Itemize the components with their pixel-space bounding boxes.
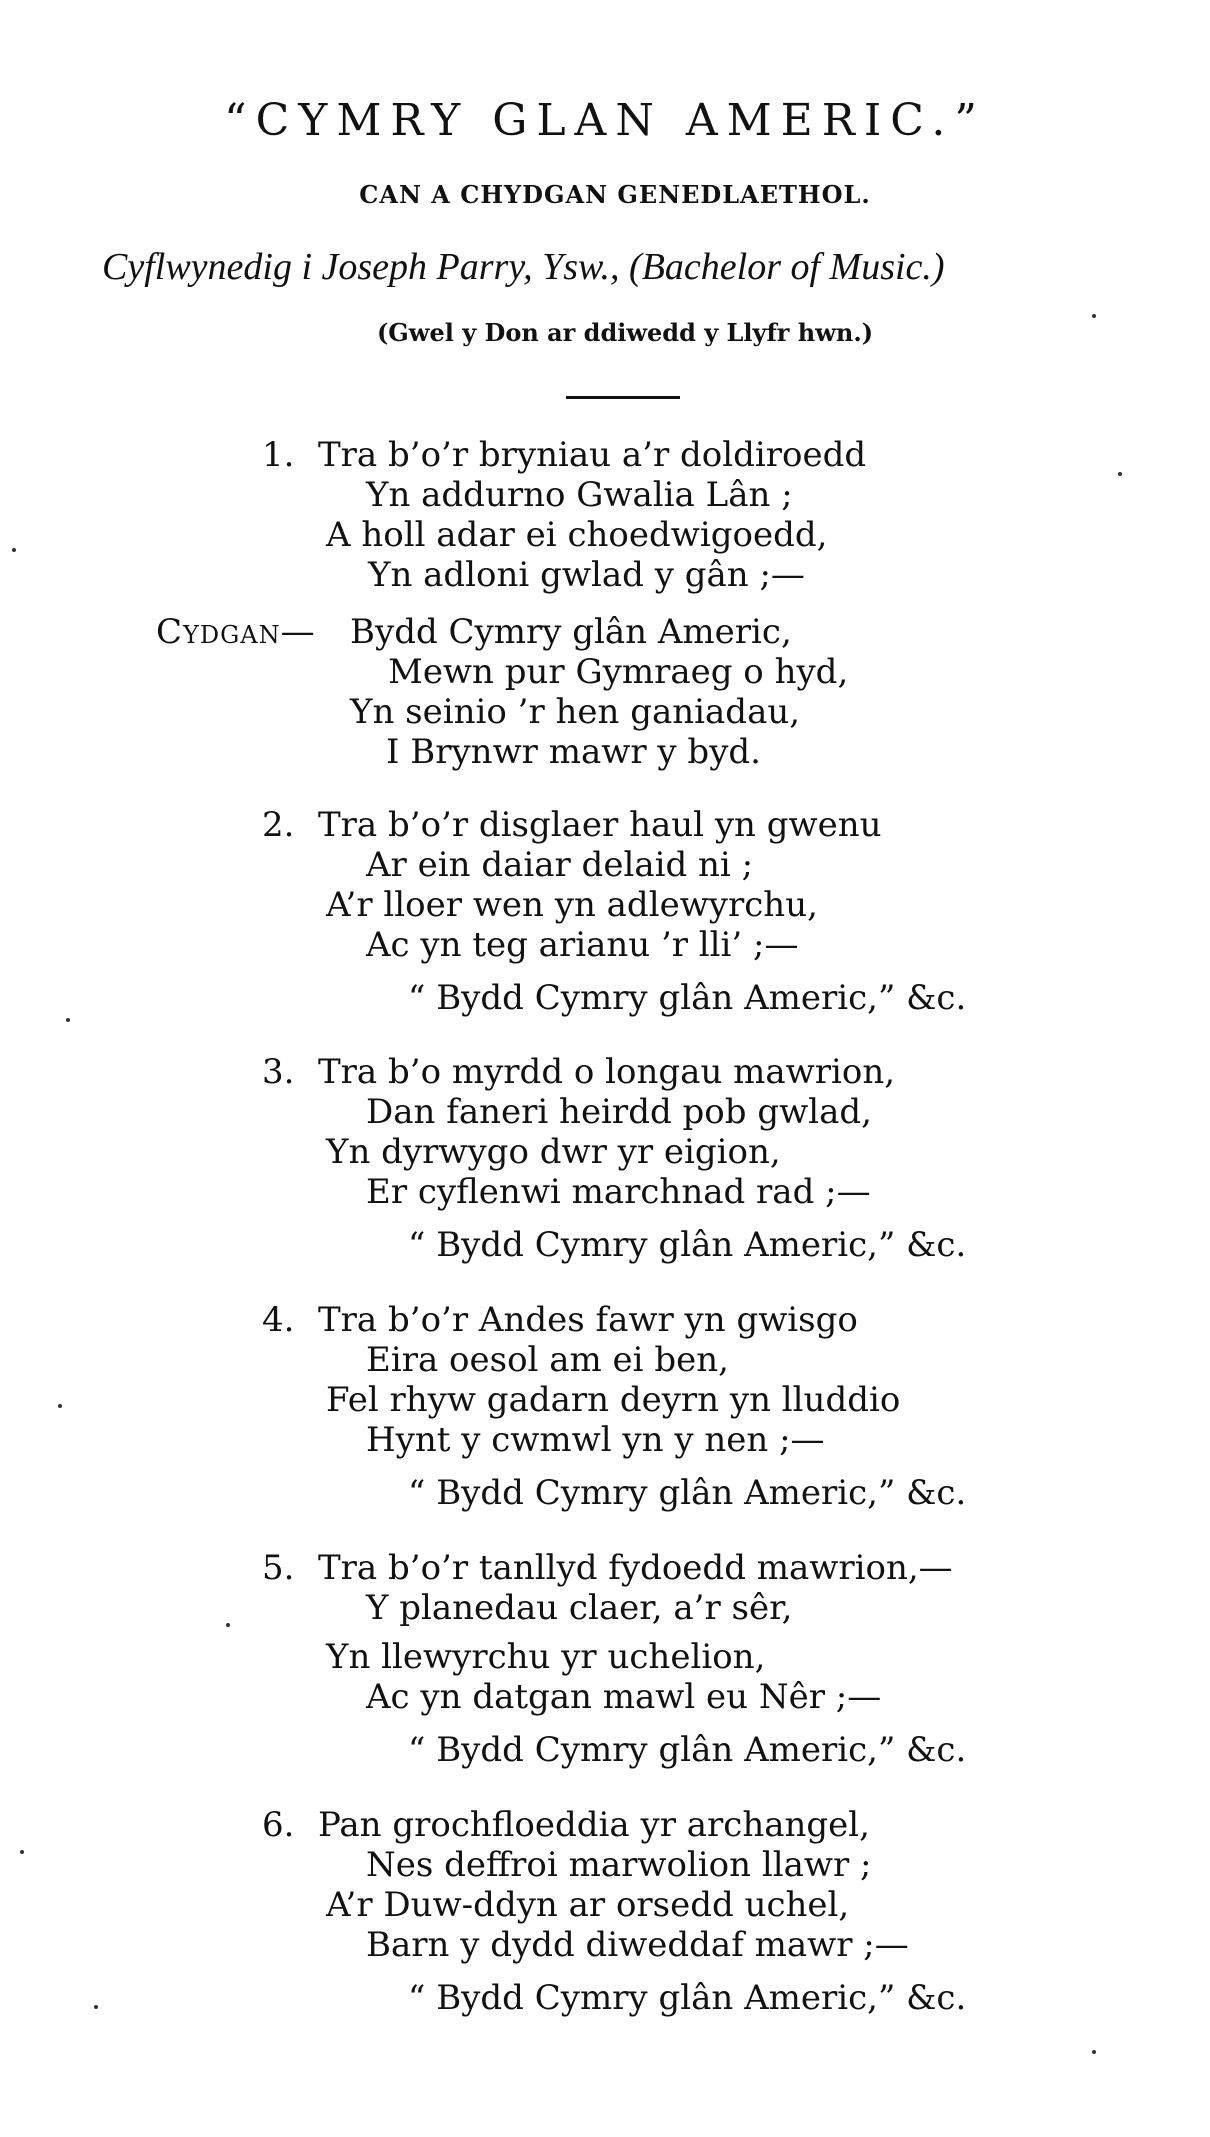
verse-1-line-1: Tra b’o’r bryniau a’r doldiroedd — [318, 435, 867, 475]
verse-6-line-3: A’r Duw-ddyn ar orsedd uchel, — [326, 1885, 850, 1925]
verse-3-line-2: Dan faneri heirdd pob gwlad, — [366, 1092, 872, 1132]
verse-1-line-4: Yn adloni gwlad y gân ;— — [368, 555, 805, 595]
verse-2-line-2: Ar ein daiar delaid ni ; — [366, 845, 754, 885]
scan-speck — [58, 1404, 62, 1408]
verse-6-refrain: “ Bydd Cymry glân Americ,” &c. — [408, 1978, 967, 2018]
verse-3-line-1: Tra b’o myrdd o longau mawrion, — [318, 1052, 896, 1092]
verse-3-number: 3. — [262, 1052, 295, 1092]
chorus-line-4: I Brynwr mawr y byd. — [386, 732, 761, 772]
scan-speck — [20, 1850, 24, 1854]
verse-5-line-4: Ac yn datgan mawl eu Nêr ;— — [366, 1677, 882, 1717]
verse-3-refrain: “ Bydd Cymry glân Americ,” &c. — [408, 1225, 967, 1265]
verse-5-number: 5. — [262, 1548, 295, 1588]
scan-speck — [1118, 472, 1122, 476]
verse-2-line-3: A’r lloer wen yn adlewyrchu, — [326, 885, 818, 925]
chorus-line-1: Bydd Cymry glân Americ, — [350, 612, 792, 652]
song-subtitle: CAN A CHYDGAN GENEDLAETHOL. — [359, 180, 871, 209]
verse-2-number: 2. — [262, 805, 295, 845]
verse-5-refrain: “ Bydd Cymry glân Americ,” &c. — [408, 1730, 967, 1770]
verse-4-number: 4. — [262, 1300, 295, 1340]
verse-2-line-4: Ac yn teg arianu ’r lli’ ;— — [366, 925, 799, 965]
verse-4-line-1: Tra b’o’r Andes fawr yn gwisgo — [318, 1300, 858, 1340]
verse-5-line-2: Y planedau claer, a’r sêr, — [366, 1588, 793, 1628]
verse-2-refrain: “ Bydd Cymry glân Americ,” &c. — [408, 978, 967, 1018]
scan-speck — [1092, 2050, 1096, 2054]
verse-4-refrain: “ Bydd Cymry glân Americ,” &c. — [408, 1473, 967, 1513]
verse-6-line-1: Pan grochfloeddia yr archangel, — [318, 1805, 870, 1845]
verse-2-line-1: Tra b’o’r disglaer haul yn gwenu — [318, 805, 882, 845]
verse-6-line-2: Nes deffroi marwolion llawr ; — [366, 1845, 872, 1885]
song-title: “CYMRY GLAN AMERIC.” — [224, 95, 986, 146]
verse-3-line-4: Er cyflenwi marchnad rad ;— — [366, 1172, 871, 1212]
verse-6-line-4: Barn y dydd diweddaf mawr ;— — [366, 1925, 909, 1965]
verse-6-number: 6. — [262, 1805, 295, 1845]
verse-1-line-2: Yn addurno Gwalia Lân ; — [366, 475, 793, 515]
verse-4-line-3: Fel rhyw gadarn deyrn yn lluddio — [326, 1380, 901, 1420]
chorus-line-3: Yn seinio ’r hen ganiadau, — [350, 692, 801, 732]
chorus-label: Cydgan— — [156, 612, 316, 652]
scan-speck — [1092, 314, 1096, 318]
scan-speck — [94, 2005, 98, 2009]
verse-1-number: 1. — [262, 435, 295, 475]
divider-rule — [566, 396, 680, 399]
verse-5-line-1: Tra b’o’r tanllyd fydoedd mawrion,— — [318, 1548, 953, 1588]
tune-note: (Gwel y Don ar ddiwedd y Llyfr hwn.) — [376, 318, 874, 347]
dedication: Cyflwynedig i Joseph Parry, Ysw., (Bachelor of Music.) — [102, 246, 945, 288]
chorus-line-2: Mewn pur Gymraeg o hyd, — [388, 652, 849, 692]
verse-1-line-3: A holl adar ei choedwigoedd, — [326, 515, 828, 555]
verse-4-line-2: Eira oesol am ei ben, — [366, 1340, 729, 1380]
scan-speck — [66, 1018, 70, 1022]
scan-speck — [12, 548, 16, 552]
scan-speck — [226, 1623, 230, 1627]
verse-5-line-3: Yn llewyrchu yr uchelion, — [326, 1637, 766, 1677]
verse-3-line-3: Yn dyrwygo dwr yr eigion, — [326, 1132, 781, 1172]
verse-4-line-4: Hynt y cwmwl yn y nen ;— — [366, 1420, 825, 1460]
